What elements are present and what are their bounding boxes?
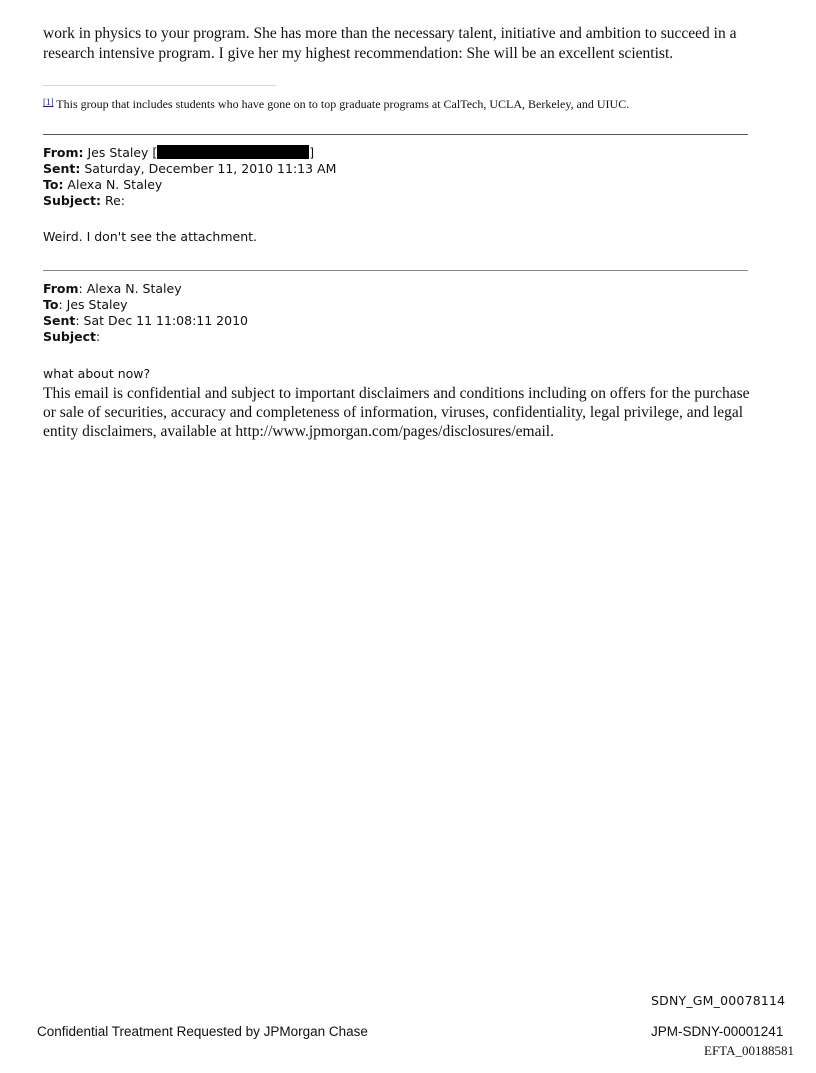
- confidential-footer: Confidential Treatment Requested by JPMorgan Chase: [37, 1024, 368, 1039]
- email2-to-value: : Jes Staley: [58, 297, 128, 312]
- efta-stamp: EFTA_00188581: [704, 1043, 794, 1058]
- email1-sent-line: [43, 161, 336, 177]
- email2-sent-value: : Sat Dec 11 11:08:11 2010: [75, 313, 248, 328]
- email2-from-line: [43, 281, 182, 297]
- footnote-text: This group that includes students who have gone on to top graduate programs at CalTech, UCLA, Berkeley, and UIUC.: [53, 97, 630, 111]
- email1-subject-label: Subject:: [43, 193, 101, 208]
- bates-sdny-stamp: SDNY_GM_00078114: [651, 993, 786, 1008]
- footnote-divider: [43, 85, 276, 86]
- email-separator-2: [43, 270, 748, 271]
- email1-from-value: Jes Staley [: [83, 145, 158, 160]
- letter-line-1: work in physics to your program. She has more than the necessary talent, initiative and ambition to succeed in a: [43, 25, 737, 42]
- footnote-ref-link[interactable]: [1]: [43, 97, 54, 107]
- letter-body: [43, 24, 758, 64]
- email1-to-label: To:: [43, 177, 64, 192]
- email2-sent-line: [43, 313, 248, 329]
- email1-subject-line: [43, 193, 125, 209]
- email2-to-line: [43, 297, 128, 313]
- email2-subject-line: [43, 329, 100, 345]
- email1-sent-label: Sent:: [43, 161, 81, 176]
- email1-from-label: From:: [43, 145, 84, 160]
- email-separator-1: [43, 134, 748, 135]
- footnote: [43, 94, 629, 112]
- email2-sent-label: Sent: [43, 313, 76, 328]
- email1-subject-value: Re:: [101, 193, 125, 208]
- email1-from-close: ]: [309, 145, 315, 160]
- email2-subject-value: :: [96, 329, 101, 344]
- email2-disclaimer: This email is confidential and subject to important disclaimers and conditions including on offers for the purchase or sale of securities, accuracy and completeness of information, viruses, confidentiality, legal privilege, and legal entity disclaimers, available at http://www.jpmorgan.com/pages/disclosures/email.: [43, 385, 750, 440]
- email1-to-value: Alexa N. Staley: [63, 177, 163, 192]
- email2-to-label: To: [43, 297, 59, 312]
- email1-from-line: [43, 145, 314, 161]
- email2-subject-label: Subject: [43, 329, 96, 344]
- email2-from-label: From: [43, 281, 79, 296]
- bates-jpm-stamp: JPM-SDNY-00001241: [651, 1024, 784, 1039]
- email1-to-line: [43, 177, 162, 193]
- letter-line-2: research intensive program. I give her my highest recommendation: She will be an excellent scientist.: [43, 45, 674, 62]
- email2-body: what about now?: [43, 366, 151, 381]
- email2-from-value: : Alexa N. Staley: [78, 281, 182, 296]
- email1-body: Weird. I don't see the attachment.: [43, 229, 258, 244]
- email1-sent-value: Saturday, December 11, 2010 11:13 AM: [80, 161, 337, 176]
- redaction-block: [157, 145, 309, 159]
